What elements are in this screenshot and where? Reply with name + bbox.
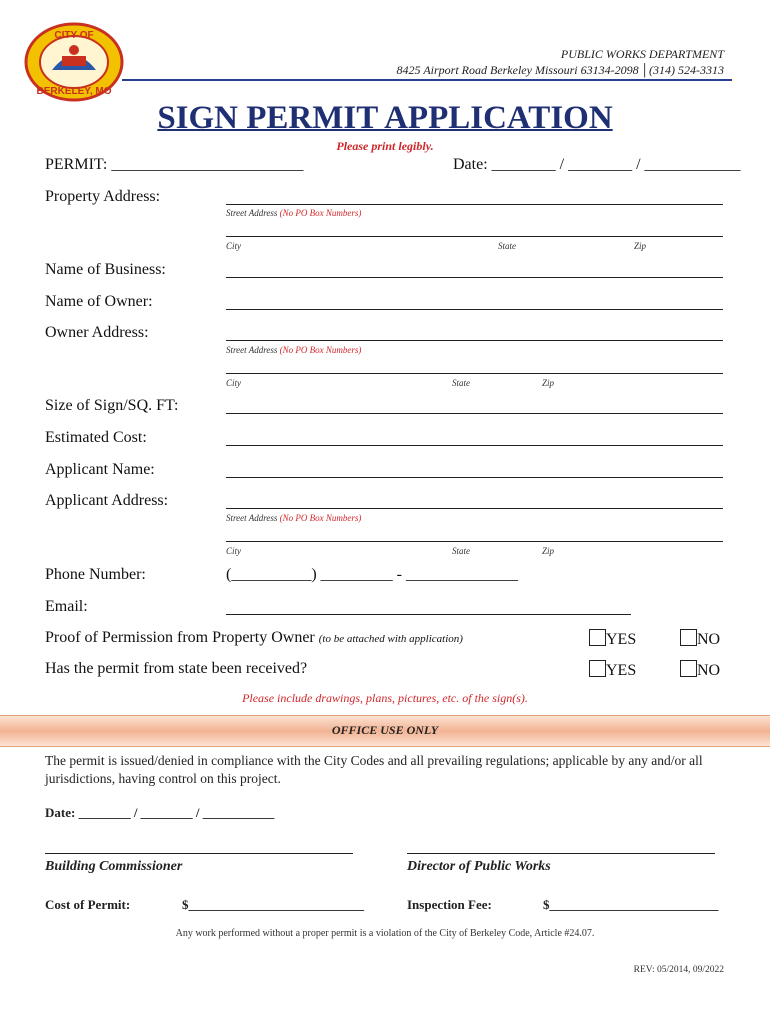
office-statement: The permit is issued/denied in compliance with the City Codes and all prevailing regulations; applicable by any and/or all jurisdictions, having control on this project. — [45, 753, 703, 786]
email-label: Email: — [45, 598, 88, 615]
owner-city-line[interactable] — [226, 373, 723, 374]
state-permit-yes-option[interactable]: YES — [589, 660, 636, 680]
applicant-address-label: Applicant Address: — [45, 492, 169, 509]
form-title: SIGN PERMIT APPLICATION — [157, 100, 613, 136]
checkbox-icon[interactable] — [589, 660, 606, 677]
revision-date: REV: 05/2014, 09/2022 — [633, 965, 724, 975]
director-signature-line[interactable] — [407, 853, 715, 854]
property-address-label: Property Address: — [45, 188, 161, 205]
department-header — [397, 46, 724, 78]
state-sublabel: State — [452, 378, 470, 388]
code-violation-footer: Any work performed without a proper permit is a violation of the City of Berkeley Code, Article #24.07. — [175, 928, 595, 939]
applicant-name-label: Applicant Name: — [45, 461, 155, 478]
checkbox-icon[interactable] — [680, 660, 697, 677]
state-sublabel: State — [498, 241, 516, 251]
svg-text:CITY OF: CITY OF — [54, 30, 94, 41]
proof-no-option[interactable]: NO — [680, 629, 720, 649]
proof-yes-option[interactable]: YES — [589, 629, 636, 649]
applicant-street-line[interactable] — [226, 508, 723, 509]
office-use-heading: OFFICE USE ONLY — [331, 723, 439, 737]
cost-of-permit-field[interactable]: $___________________________ — [182, 897, 364, 912]
state-permit-no-option[interactable]: NO — [680, 660, 720, 680]
applicant-street-sublabel: Street Address (No PO Box Numbers) — [226, 513, 362, 523]
business-name-label: Name of Business: — [45, 261, 166, 278]
owner-street-sublabel: Street Address (No PO Box Numbers) — [226, 345, 362, 355]
zip-sublabel: Zip — [542, 378, 555, 388]
state-sublabel: State — [452, 546, 470, 556]
phone-label: Phone Number: — [45, 566, 146, 583]
city-seal-logo — [22, 20, 126, 104]
date-field[interactable]: Date: ________ / ________ / ____________ — [453, 156, 741, 173]
checkbox-icon[interactable] — [680, 629, 697, 646]
owner-address-label: Owner Address: — [45, 324, 149, 341]
owner-name-label: Name of Owner: — [45, 293, 153, 310]
permit-field[interactable]: PERMIT: ________________________ — [45, 156, 304, 173]
phone-field[interactable]: (__________) _________ - ______________ — [226, 566, 518, 583]
header-rule — [122, 79, 732, 81]
applicant-name-line[interactable] — [226, 477, 723, 478]
city-sublabel: City — [226, 241, 241, 251]
inspection-fee-field[interactable]: $__________________________ — [543, 897, 719, 912]
business-name-line[interactable] — [226, 277, 723, 278]
sign-size-label: Size of Sign/SQ. FT: — [45, 397, 179, 414]
city-sublabel: City — [226, 546, 241, 556]
building-commissioner-label: Building Commissioner — [45, 859, 183, 874]
sign-size-line[interactable] — [226, 413, 723, 414]
owner-name-line[interactable] — [226, 309, 723, 310]
print-note: Please print legibly. — [336, 139, 434, 153]
applicant-city-line[interactable] — [226, 541, 723, 542]
director-label: Director of Public Works — [407, 859, 551, 874]
checkbox-icon[interactable] — [589, 629, 606, 646]
email-line[interactable] — [226, 614, 631, 615]
inspection-fee-label: Inspection Fee: — [407, 897, 492, 912]
estimated-cost-line[interactable] — [226, 445, 723, 446]
department-address: 8425 Airport Road Berkeley Missouri 63134-2098 │(314) 524-3313 — [396, 63, 724, 77]
state-permit-question: Has the permit from state been received? — [45, 660, 308, 677]
cost-of-permit-label: Cost of Permit: — [45, 897, 131, 912]
zip-sublabel: Zip — [634, 241, 647, 251]
zip-sublabel: Zip — [542, 546, 555, 556]
department-name: PUBLIC WORKS DEPARTMENT — [560, 47, 724, 61]
property-street-line[interactable] — [226, 204, 723, 205]
include-drawings-note: Please include drawings, plans, pictures, etc. of the sign(s). — [242, 691, 528, 705]
estimated-cost-label: Estimated Cost: — [45, 429, 147, 446]
office-date-field[interactable]: Date: ________ / ________ / ___________ — [45, 805, 275, 820]
commissioner-signature-line[interactable] — [45, 853, 353, 854]
proof-permission-question: Proof of Permission from Property Owner (to be attached with application) — [45, 629, 463, 646]
city-sublabel: City — [226, 378, 241, 388]
owner-street-line[interactable] — [226, 340, 723, 341]
property-city-line[interactable] — [226, 236, 723, 237]
svg-text:BERKELEY, MO: BERKELEY, MO — [36, 86, 112, 97]
property-street-sublabel: Street Address (No PO Box Numbers) — [226, 208, 362, 218]
